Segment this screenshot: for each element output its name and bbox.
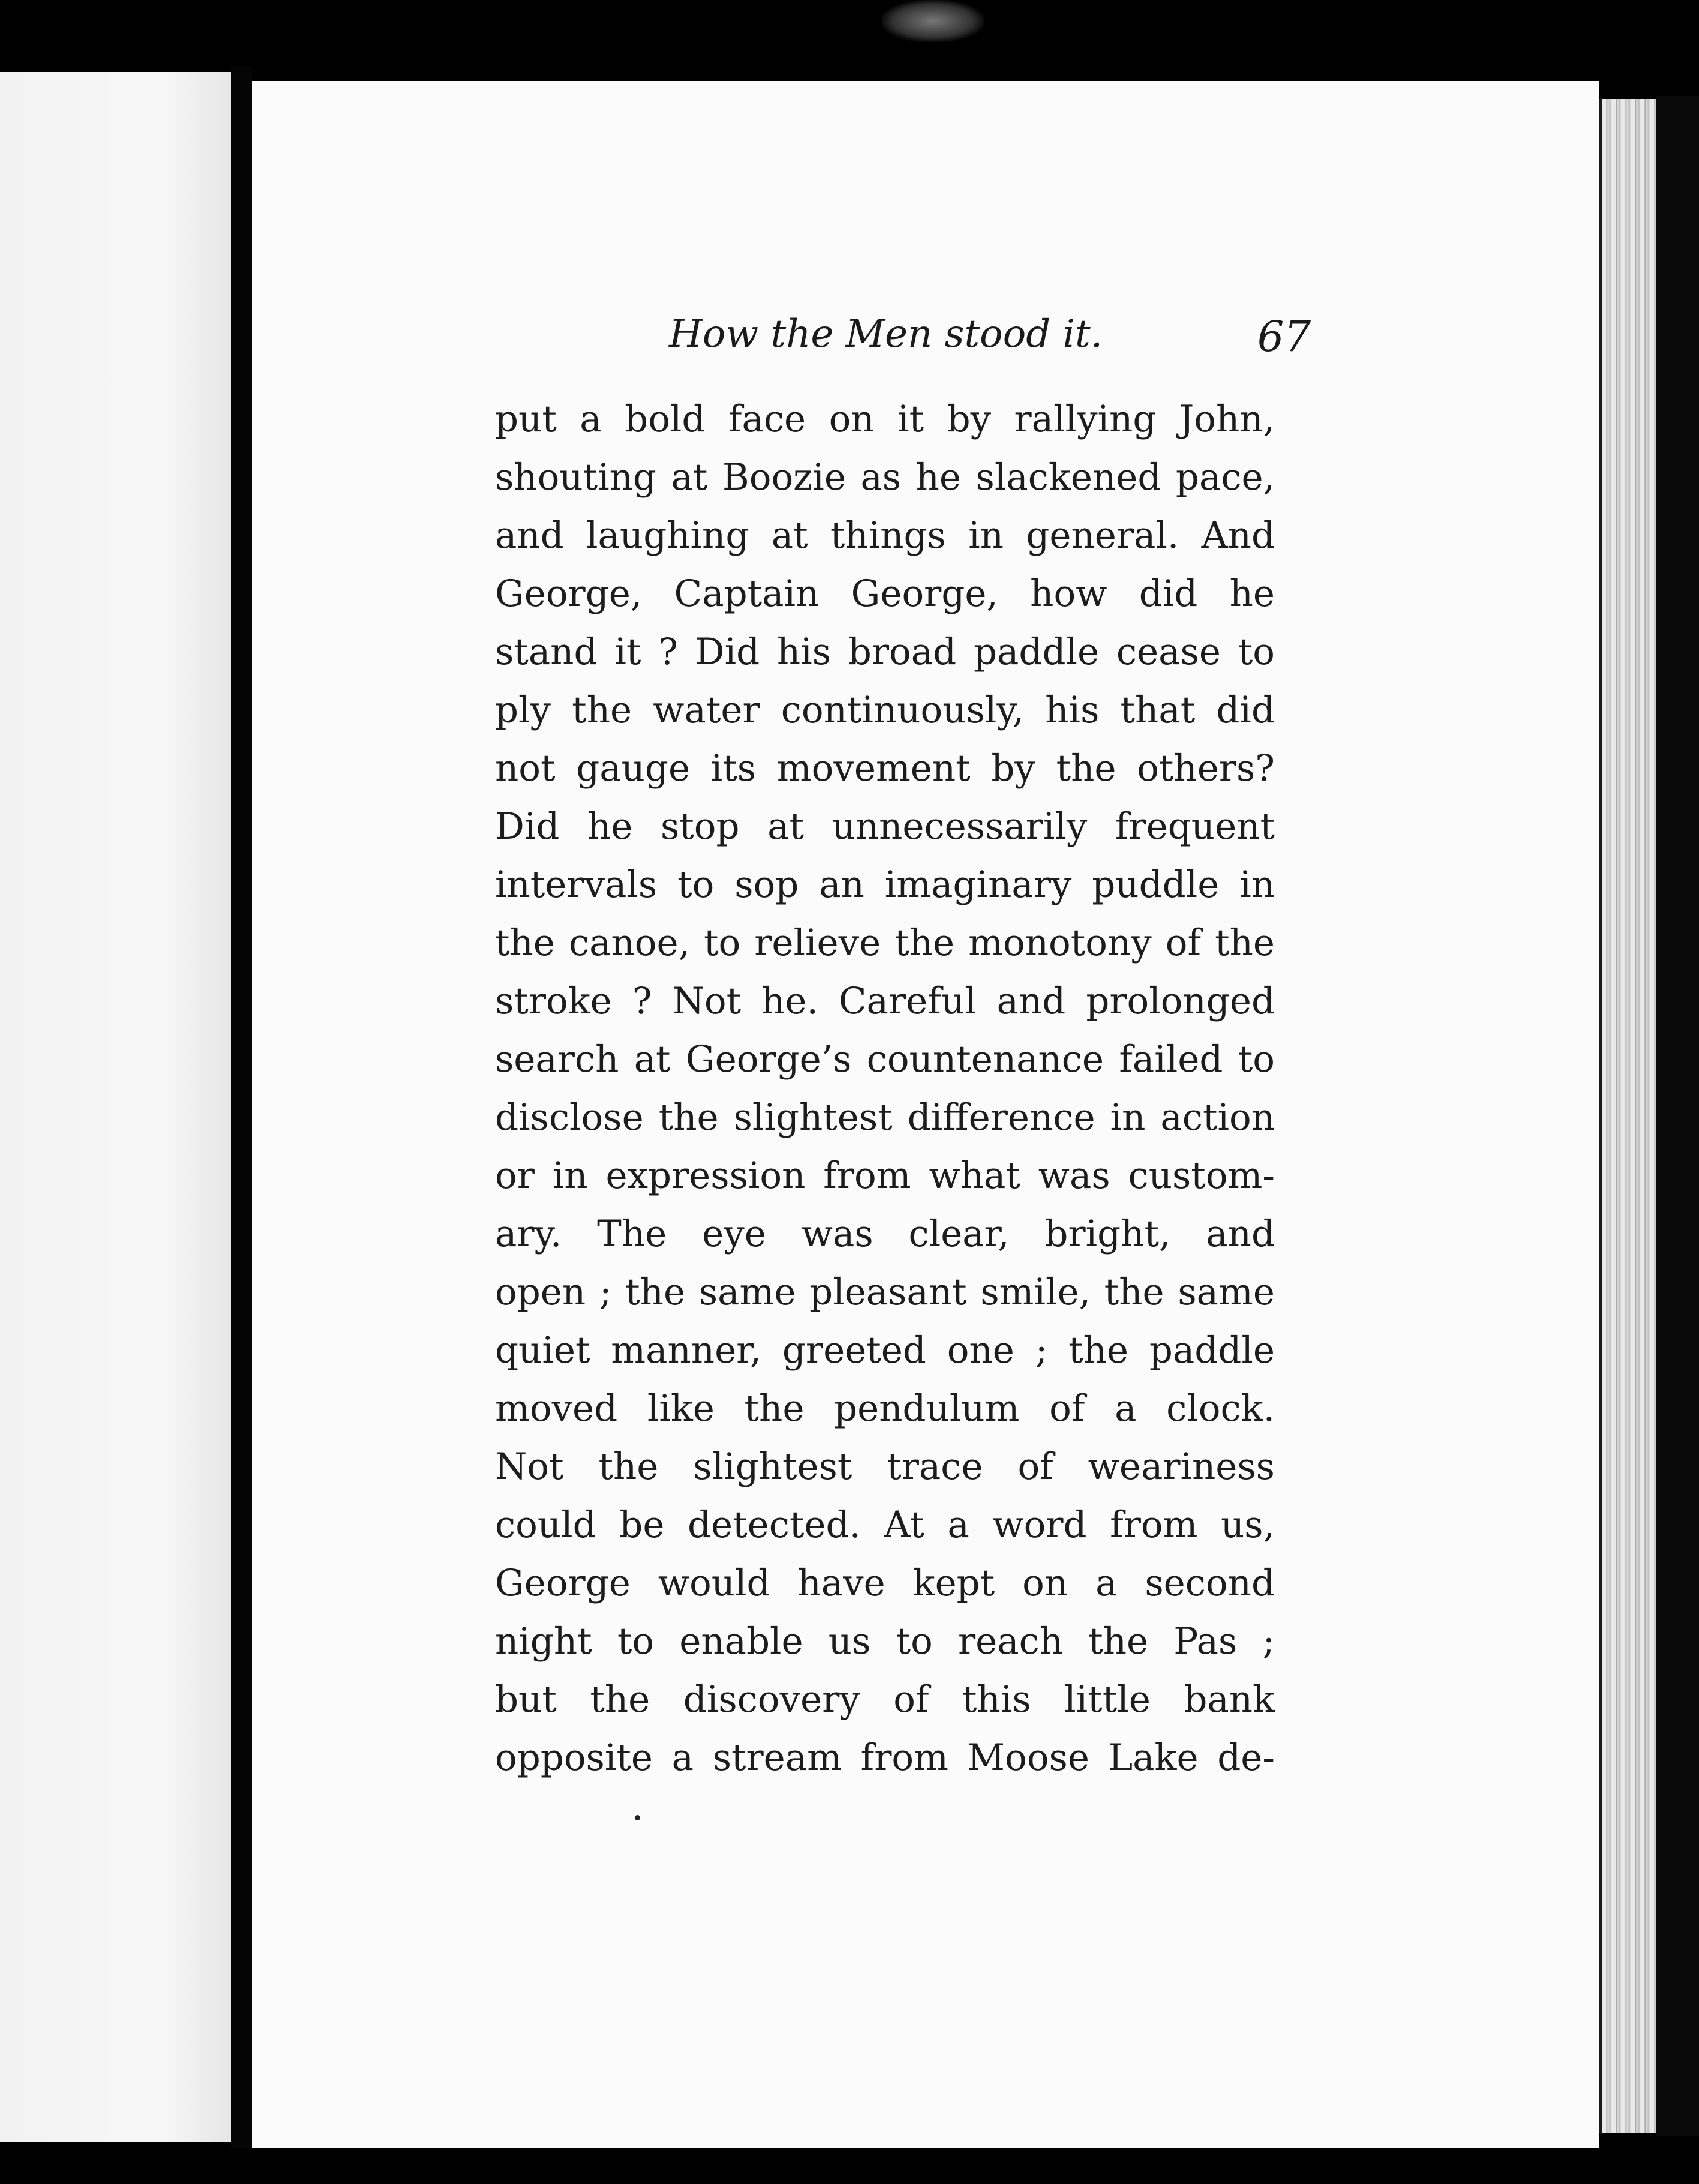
text-line: George, Captain George, how did he	[495, 572, 1275, 615]
text-line: Did he stop at unnecessarily frequent	[495, 805, 1275, 848]
text-line: could be detected. At a word from us,	[495, 1504, 1275, 1546]
book-gutter	[231, 66, 252, 2148]
text-line: or in expression from what was custom-	[495, 1154, 1275, 1197]
text-line: quiet manner, greeted one ; the paddle	[495, 1329, 1275, 1372]
text-line: not gauge its movement by the others?	[495, 747, 1275, 790]
text-line: intervals to sop an imaginary puddle in	[495, 863, 1275, 906]
page-fore-edge	[1599, 99, 1659, 2133]
text-line: and laughing at things in general. And	[495, 514, 1275, 557]
text-line: disclose the slightest difference in action	[495, 1096, 1275, 1139]
text-line: but the discovery of this little bank	[495, 1678, 1275, 1721]
signature-mark	[635, 1815, 640, 1820]
text-line: put a bold face on it by rallying John,	[495, 398, 1275, 440]
text-line: shouting at Boozie as he slackened pace,	[495, 456, 1275, 499]
text-line: stroke ? Not he. Careful and prolonged	[495, 980, 1275, 1022]
text-line: ply the water continuously, his that did	[495, 689, 1275, 731]
text-line: Not the slightest trace of weariness	[495, 1445, 1275, 1488]
running-head: How the Men stood it.	[669, 312, 1103, 356]
text-line: the canoe, to relieve the monotony of the	[495, 922, 1275, 964]
text-line: ary. The eye was clear, bright, and	[495, 1213, 1275, 1255]
text-line: night to enable us to reach the Pas ;	[495, 1620, 1275, 1663]
page-number: 67	[1257, 312, 1311, 361]
body-text	[495, 390, 1275, 1806]
text-line: search at George’s countenance failed to	[495, 1038, 1275, 1081]
facing-page-edge	[0, 72, 231, 2142]
text-line: open ; the same pleasant smile, the same	[495, 1271, 1275, 1313]
scan-border-right	[1656, 96, 1699, 2136]
scan-smudge	[882, 0, 984, 42]
text-line: moved like the pendulum of a clock.	[495, 1387, 1275, 1430]
text-line: opposite a stream from Moose Lake de-	[495, 1736, 1275, 1779]
text-line: George would have kept on a second	[495, 1562, 1275, 1604]
text-line: stand it ? Did his broad paddle cease to	[495, 631, 1275, 673]
